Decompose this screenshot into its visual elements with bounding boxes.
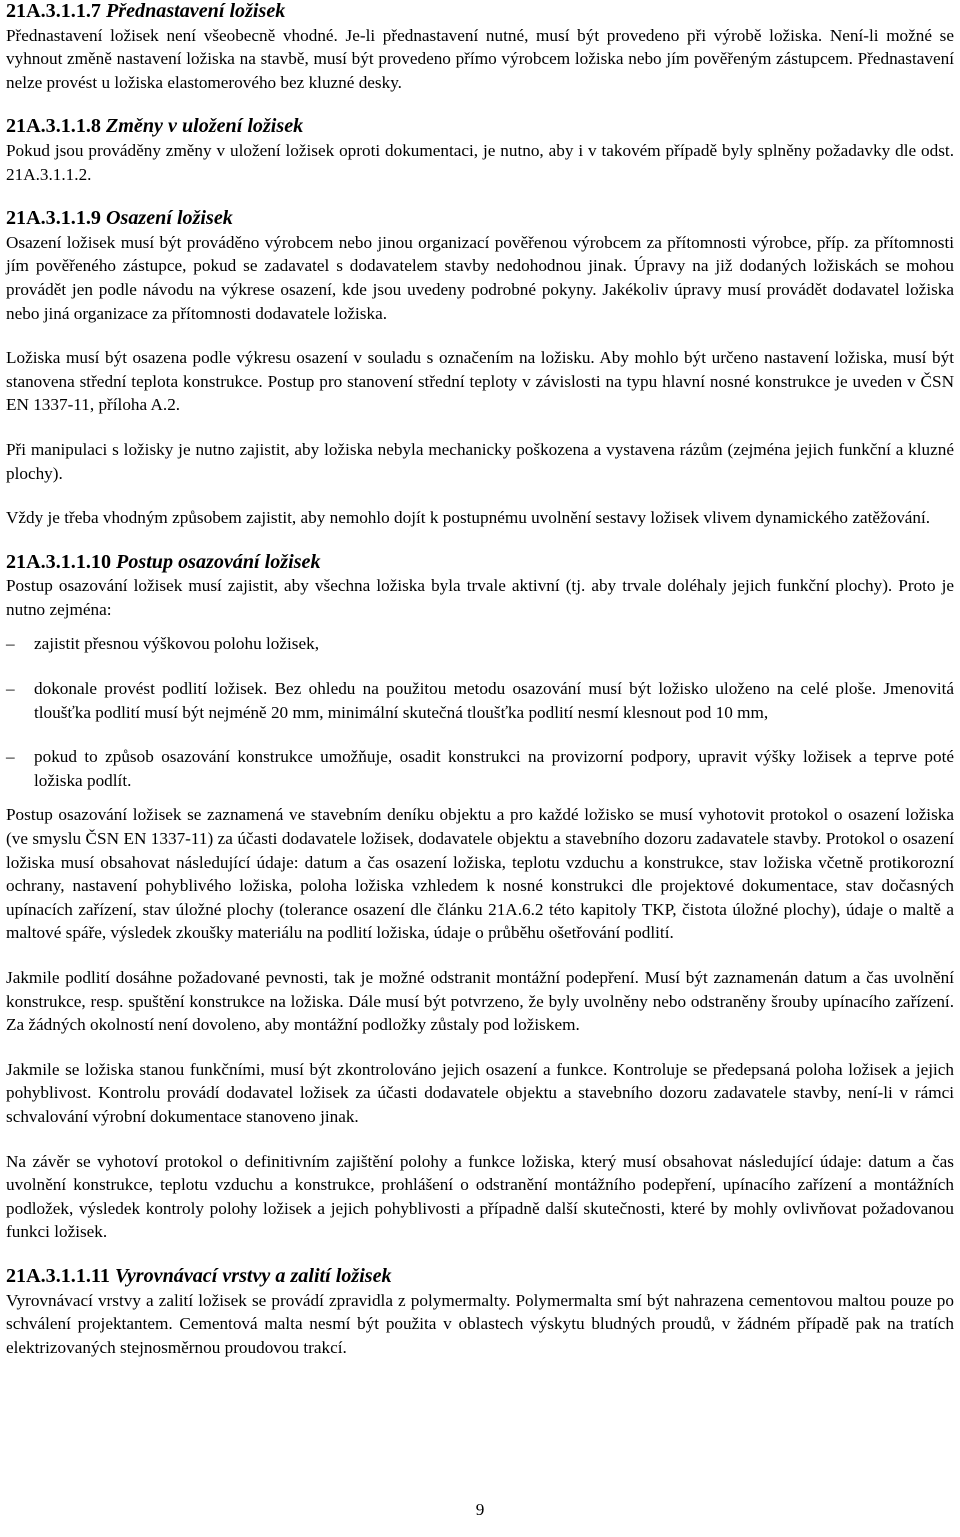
paragraph: Ložiska musí být osazena podle výkresu osazení v souladu s označením na ložisku. Aby mohlo být určeno nastavení ložiska, musí být stanovena střední teplota konstrukce. Postup pro stanovení střední teploty v závislosti na typu hlavní nosné konstrukce je uveden v ČSN EN 1337-11, příloha A.2. (6, 348, 954, 415)
list-item (6, 632, 954, 656)
section-21A-3-1-1-7 (6, 0, 954, 94)
paragraph: Jakmile podlití dosáhne požadované pevnosti, tak je možné odstranit montážní podepření. Musí být zaznamenán datum a čas uvolnění konstrukce, resp. spuštění konstrukce na ložiska. Dále musí být potvrzeno, že byly uvolněny nebo odstraněny šrouby upínacího zařízení. Za žádných okolností není dovoleno, aby montážní podložky zůstaly pod ložiskem. (6, 968, 954, 1035)
section-title: Přednastavení ložisek (106, 0, 286, 22)
paragraph: Vždy je třeba vhodným způsobem zajistit, aby nemohlo dojít k postupnému uvolnění sestavy ložisek vlivem dynamického zatěžování. (6, 508, 931, 528)
section-title: Změny v uložení ložisek (106, 115, 304, 138)
section-title: Osazení ložisek (106, 207, 233, 230)
section-title: Vyrovnávací vrstvy a zalití ložisek (114, 1264, 392, 1287)
paragraph: Jakmile se ložiska stanou funkčními, musí být zkontrolováno jejich osazení a funkce. Kontroluje se předepsaná poloha ložisek a jejich pohyblivost. Kontrolu provádí dodavatel ložisek za účasti dodavatele objektu a stavebního dozoru zadavatele stavby, není-li v rámci schvalování výrobní dokumentace stanoveno jinak. (6, 1059, 954, 1126)
section-number: 21A.3.1.1.8 (6, 115, 101, 138)
list-item (6, 677, 954, 724)
section-heading (6, 1265, 954, 1289)
list-item-text: zajistit přesnou výškovou polohu ložisek, (34, 634, 319, 654)
dash-bullet: – (6, 634, 15, 654)
paragraph: Osazení ložisek musí být prováděno výrobcem nebo jinou organizací pověřenou výrobcem za přítomnosti výrobce, příp. za přítomnosti jím pověřeného zástupce, pokud se zadavatel s dodavatelem stavby nedohodnou jinak. Úpravy na již dodaných ložiskách se mohou provádět jen podle návodu na výkrese osazení, kde jsou uvedeny podrobné pokyny. Jakékoliv úpravy musí provádět dodavatel ložiska nebo jiná organizace za přítomnosti dodavatele ložiska. (6, 232, 954, 323)
list-item (6, 745, 954, 792)
paragraph: Postup osazování ložisek musí zajistit, aby všechna ložiska byla trvale aktivní (tj. aby trvale doléhaly jejich funkční plochy). Proto je nutno zejména: (6, 576, 954, 619)
list-item-text: dokonale provést podlití ložisek. Bez ohledu na použitou metodu osazování musí být ložisko uloženo na celé ploše. Jmenovitá tloušťka podlití musí být nejméně 20 mm, minimální skutečná tloušťka podlití nesmí klesnout pod 10 mm, (34, 679, 954, 722)
section-heading (6, 0, 954, 24)
section-number: 21A.3.1.1.10 (6, 550, 112, 573)
paragraph: Postup osazování ložisek se zaznamená ve stavebním deníku objektu a pro každé ložisko se musí vyhotovit protokol o osazení ložiska (ve smyslu ČSN EN 1337-11) za účasti dodavatele ložisek, dodavatele objektu a stavebního dozoru zadavatele stavby. Protokol o osazení ložiska musí obsahovat následující údaje: datum a čas osazení ložiska, teplotu vzduchu a konstrukce, stav ložiska včetně protikorozní ochrany, nastavení pohyblivého ložiska, poloha ložiska vzhledem k nosné konstrukci dle projektové dokumentace, stav dočasných upínacích zařízení, stav úložné plochy (tolerance osazení dle článku 21A.6.2 této kapitoly TKP, čistota úložné plochy), údaje o maltě a maltové spáře, výsledek zkoušky materiálu na podlití ložiska, údaje o průběhu ošetřování podlití. (6, 805, 954, 943)
dash-list (6, 632, 954, 792)
section-heading (6, 115, 954, 139)
section-21A-3-1-1-10 (6, 551, 954, 1244)
section-21A-3-1-1-11 (6, 1265, 954, 1359)
section-heading (6, 207, 954, 231)
section-21A-3-1-1-9 (6, 207, 954, 530)
section-number: 21A.3.1.1.7 (6, 0, 101, 22)
list-item-text: pokud to způsob osazování konstrukce umožňuje, osadit konstrukci na provizorní podpory, upravit výšky ložisek a teprve poté ložiska podlít. (34, 747, 954, 790)
paragraph: Při manipulaci s ložisky je nutno zajistit, aby ložiska nebyla mechanicky poškozena a vystavena rázům (zejména jejich funkční a kluzné plochy). (6, 439, 954, 483)
section-number: 21A.3.1.1.9 (6, 207, 101, 230)
section-number: 21A.3.1.1.11 (6, 1264, 110, 1287)
paragraph: Na závěr se vyhotoví protokol o definitivním zajištění polohy a funkce ložiska, který musí obsahovat následující údaje: datum a čas uvolnění konstrukce, teplotu vzduchu a konstrukce, prohlášení o odstranění montážního podepření, upínacího zařízení a montážních podložek, výsledek kontroly polohy ložisek a jejich pohyblivosti a případně další skutečnosti, které by mohly ovlivňovat požadovanou funkci ložisek. (6, 1151, 954, 1242)
section-heading (6, 551, 954, 575)
section-21A-3-1-1-8 (6, 115, 954, 186)
dash-bullet: – (6, 747, 15, 767)
paragraph: Přednastavení ložisek není všeobecně vhodné. Je-li přednastavení nutné, musí být provedeno při výrobě ložiska. Není-li možné se vyhnout změně nastavení ložiska na stavbě, musí být provedeno přímo výrobcem ložiska nebo jím pověřeným zástupcem. Přednastavení nelze provést u ložiska elastomerového bez kluzné desky. (6, 25, 954, 92)
paragraph: Vyrovnávací vrstvy a zalití ložisek se provádí zpravidla z polymermalty. Polymermalta smí být nahrazena cementovou maltou pouze po schválení projektantem. Cementová malta nesmí být použita v oblastech výskytu bludných proudů, v žádném případě pak na tratích elektrizovaných stejnosměrnou proudovou trakcí. (6, 1290, 954, 1357)
section-title: Postup osazování ložisek (116, 550, 321, 573)
page-number: 9 (475, 1500, 485, 1519)
paragraph: Pokud jsou prováděny změny v uložení ložisek oproti dokumentaci, je nutno, aby i v takovém případě byly splněny požadavky dle odst. 21A.3.1.1.2. (6, 140, 954, 184)
dash-bullet: – (6, 679, 15, 699)
